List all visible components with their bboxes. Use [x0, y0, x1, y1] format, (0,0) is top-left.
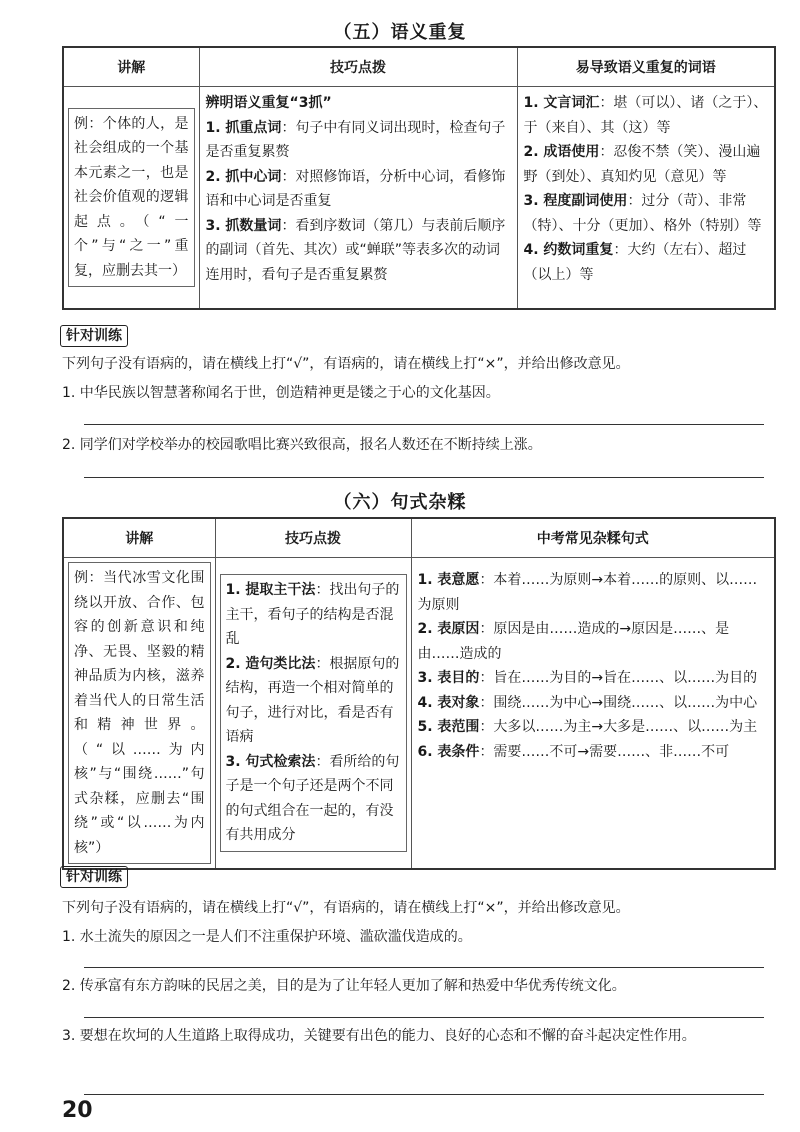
section5-tips: [206, 91, 511, 287]
section6-pattern-item: 3. 表目的：旨在……为目的→旨在……、以……为目的: [417, 670, 758, 686]
section6-header-explain: 讲解: [63, 518, 215, 558]
section6-pattern-item: 6. 表条件：需要……不可→需要……、非……不可: [417, 743, 730, 760]
training2-question-3: 3. 要想在坎坷的人生道路上取得成功，关键要有出色的能力、良好的心态和不懈的奋斗起决定性作用。: [62, 1028, 696, 1044]
training2-question-2: 2. 传承富有东方韵味的民居之美，目的是为了让年轻人更加了解和热爱中华优秀传统文化。: [62, 978, 626, 994]
section6-tip-item: 1. 提取主干法：找出句子的主干，看句子的结构是否混乱: [225, 582, 400, 648]
section6-tip-item: 2. 造句类比法：根据原句的结构，再造一个相对简单的句子，进行对比，看是否有语病: [225, 655, 400, 746]
training2-tag: 针对训练: [60, 866, 128, 888]
answer-line[interactable]: [84, 424, 764, 425]
section5-word-item: 4. 约数词重复：大约（左右）、超过（以上）等: [523, 242, 747, 283]
section5-table: [62, 46, 776, 310]
section6-example: 例：当代冰雪文化围绕以开放、合作、包容的创新意识和纯净、无畏、坚毅的精神品质为内核，滋养着当代人的日常生活和精神世界。（“以……为内核”与“围绕……”句式杂糅，应删去“围绕”或“以……为内核”）: [68, 562, 211, 864]
section5-word-item: 1. 文言词汇：堪（可以）、诸（之于）、于（来自）、其（这）等: [523, 95, 768, 136]
section5-header-words: 易导致语义重复的词语: [517, 47, 775, 87]
section5-word-item: 2. 成语使用：忍俊不禁（笑）、漫山遍野（到处）、真知灼见（意见）等: [523, 144, 761, 185]
section5-header-explain: 讲解: [63, 47, 199, 87]
section6-pattern-item: 1. 表意愿：本着……为原则→本着……的原则、以……为原则: [417, 572, 758, 613]
section5-title: （五）语义重复: [333, 22, 467, 43]
section6-table: [62, 517, 776, 870]
section5-word-item: 3. 程度副词使用：过分（苛）、非常（特）、十分（更加）、格外（特别）等: [523, 193, 762, 234]
section6-pattern-item: 4. 表对象：围绕……为中心→围绕……、以……为中心: [417, 694, 758, 711]
training1-question-1: 1. 中华民族以智慧著称闻名于世，创造精神更是镂之于心的文化基因。: [62, 385, 500, 401]
training1-tag: 针对训练: [60, 325, 128, 347]
section6-pattern-item: 5. 表范围：大多以……为主→大多是……、以……为主: [417, 719, 758, 735]
section6-tip-item: 3. 句式检索法：看所给的句子是一个句子还是两个不同的句式组合在一起的，有没有共用成分: [225, 753, 400, 844]
page-number: 20: [62, 1098, 93, 1123]
section6-patterns: [418, 562, 769, 764]
section5-tips-heading: 辨明语义重复“3抓”: [205, 95, 332, 111]
section5-tip-item: 3. 抓数量词：看到序数词（第几）与表前后顺序的副词（首先、其次）或“蝉联”等表多次的动词连用时，看句子是否重复累赘: [205, 217, 506, 283]
section6-title: （六）句式杂糅: [333, 492, 467, 513]
answer-line[interactable]: [84, 967, 764, 968]
training1-instruction: 下列句子没有语病的，请在横线上打“√”，有语病的，请在横线上打“×”，并给出修改意见。: [62, 356, 630, 372]
training1-question-2: 2. 同学们对学校举办的校园歌唱比赛兴致很高，报名人数还在不断持续上涨。: [62, 437, 542, 453]
section5-header-tips: 技巧点拨: [199, 47, 517, 87]
training2-question-1: 1. 水土流失的原因之一是人们不注重保护环境、滥砍滥伐造成的。: [62, 929, 472, 945]
training2-instruction: 下列句子没有语病的，请在横线上打“√”，有语病的，请在横线上打“×”，并给出修改意见。: [62, 900, 630, 916]
section6-pattern-item: 2. 表原因：原因是由……造成的→原因是……、是由……造成的: [417, 621, 730, 662]
answer-line[interactable]: [84, 1017, 764, 1018]
section6-tips: [220, 574, 407, 852]
answer-line[interactable]: [84, 477, 764, 478]
answer-line[interactable]: [84, 1094, 764, 1095]
section5-words: [524, 91, 769, 287]
section6-header-patterns: 中考常见杂糅句式: [411, 518, 775, 558]
section5-tip-item: 2. 抓中心词：对照修饰语，分析中心词，看修饰语和中心词是否重复: [205, 168, 506, 209]
section6-header-tips: 技巧点拨: [215, 518, 411, 558]
section5-example: 例：个体的人，是社会组成的一个基本元素之一，也是社会价值观的逻辑起点。（“一个”与“之一”重复，应删去其一）: [68, 108, 195, 288]
section5-tip-item: 1. 抓重点词：句子中有同义词出现时，检查句子是否重复累赘: [205, 119, 506, 160]
